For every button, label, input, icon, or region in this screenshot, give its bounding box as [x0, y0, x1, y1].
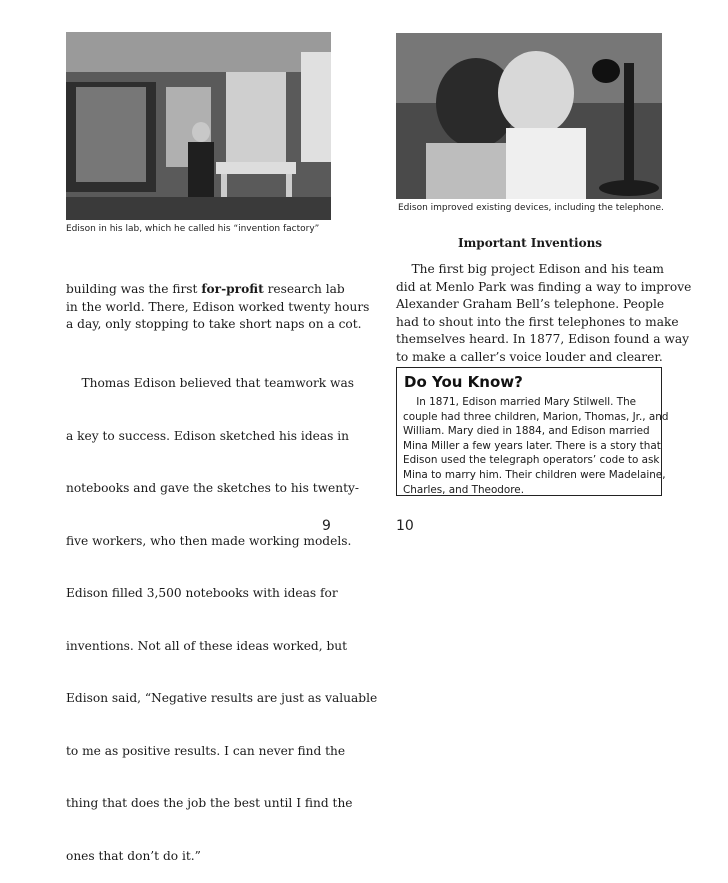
- telephone-photo-illustration: [396, 33, 662, 199]
- text-line: ones that don’t do it.”: [66, 848, 201, 863]
- text-line: Alexander Graham Bell’s telephone. People: [396, 297, 665, 311]
- text-line: Charles, and Theodore.: [403, 483, 525, 496]
- text-line: a key to success. Edison sketched his ideas in: [66, 428, 349, 443]
- lab-photo: [66, 32, 331, 220]
- right-paragraph: [396, 261, 692, 366]
- text-line: Edison used the telegraph operators’ code to ask: [403, 454, 660, 467]
- bold-term: for-profit: [201, 282, 264, 296]
- text-line: in the world. There, Edison worked twenty hours: [66, 299, 370, 314]
- text-line: Edison filled 3,500 notebooks with ideas for: [66, 586, 338, 600]
- lab-photo-caption: Edison in his lab, which he called his “invention factory”: [66, 224, 320, 234]
- text-line: Mina to marry him. Their children were Madelaine,: [403, 468, 666, 481]
- page-number-right: 10: [396, 518, 414, 534]
- text-line: a day, only stopping to take short naps on a cot.: [66, 317, 362, 331]
- did-you-know-title: Do You Know?: [404, 373, 523, 391]
- telephone-photo-caption: Edison improved existing devices, including the telephone.: [398, 203, 664, 213]
- left-paragraph-1: [66, 281, 370, 334]
- text-line: William. Mary died in 1884, and Edison married: [403, 425, 650, 438]
- text-line: Thomas Edison believed that teamwork was: [66, 376, 354, 390]
- text-line: to make a caller’s voice louder and clearer.: [396, 349, 663, 364]
- text-line: notebooks and gave the sketches to his twenty-: [66, 481, 359, 495]
- lab-photo-illustration: [66, 32, 331, 220]
- text-line: couple had three children, Marion, Thomas, Jr., and: [403, 410, 669, 423]
- text-line: thing that does the job the best until I find the: [66, 796, 353, 810]
- text-line: inventions. Not all of these ideas worked, but: [66, 638, 348, 653]
- text-line: themselves heard. In 1877, Edison found a way: [396, 332, 689, 346]
- page-number-left: 9: [322, 518, 331, 534]
- text-line: to me as positive results. I can never find the: [66, 743, 346, 758]
- text-line: Mina Miller a few years later. There is a story that: [403, 439, 661, 452]
- text-line: The first big project Edison and his team: [396, 262, 664, 276]
- section-heading: Important Inventions: [458, 236, 603, 250]
- did-you-know-text: [403, 395, 669, 497]
- text-line: did at Menlo Park was finding a way to improve: [396, 279, 692, 294]
- text-line: Edison said, “Negative results are just as valuable: [66, 691, 378, 705]
- text-line: In 1871, Edison married Mary Stilwell. The: [403, 396, 637, 408]
- left-paragraph-2: [66, 340, 378, 883]
- did-you-know-box: [396, 367, 669, 496]
- text-line: five workers, who then made working models.: [66, 533, 352, 548]
- telephone-photo: [396, 33, 662, 199]
- text-line: building was the first for-profit research lab: [66, 282, 345, 296]
- text-line: had to shout into the first telephones to make: [396, 314, 679, 329]
